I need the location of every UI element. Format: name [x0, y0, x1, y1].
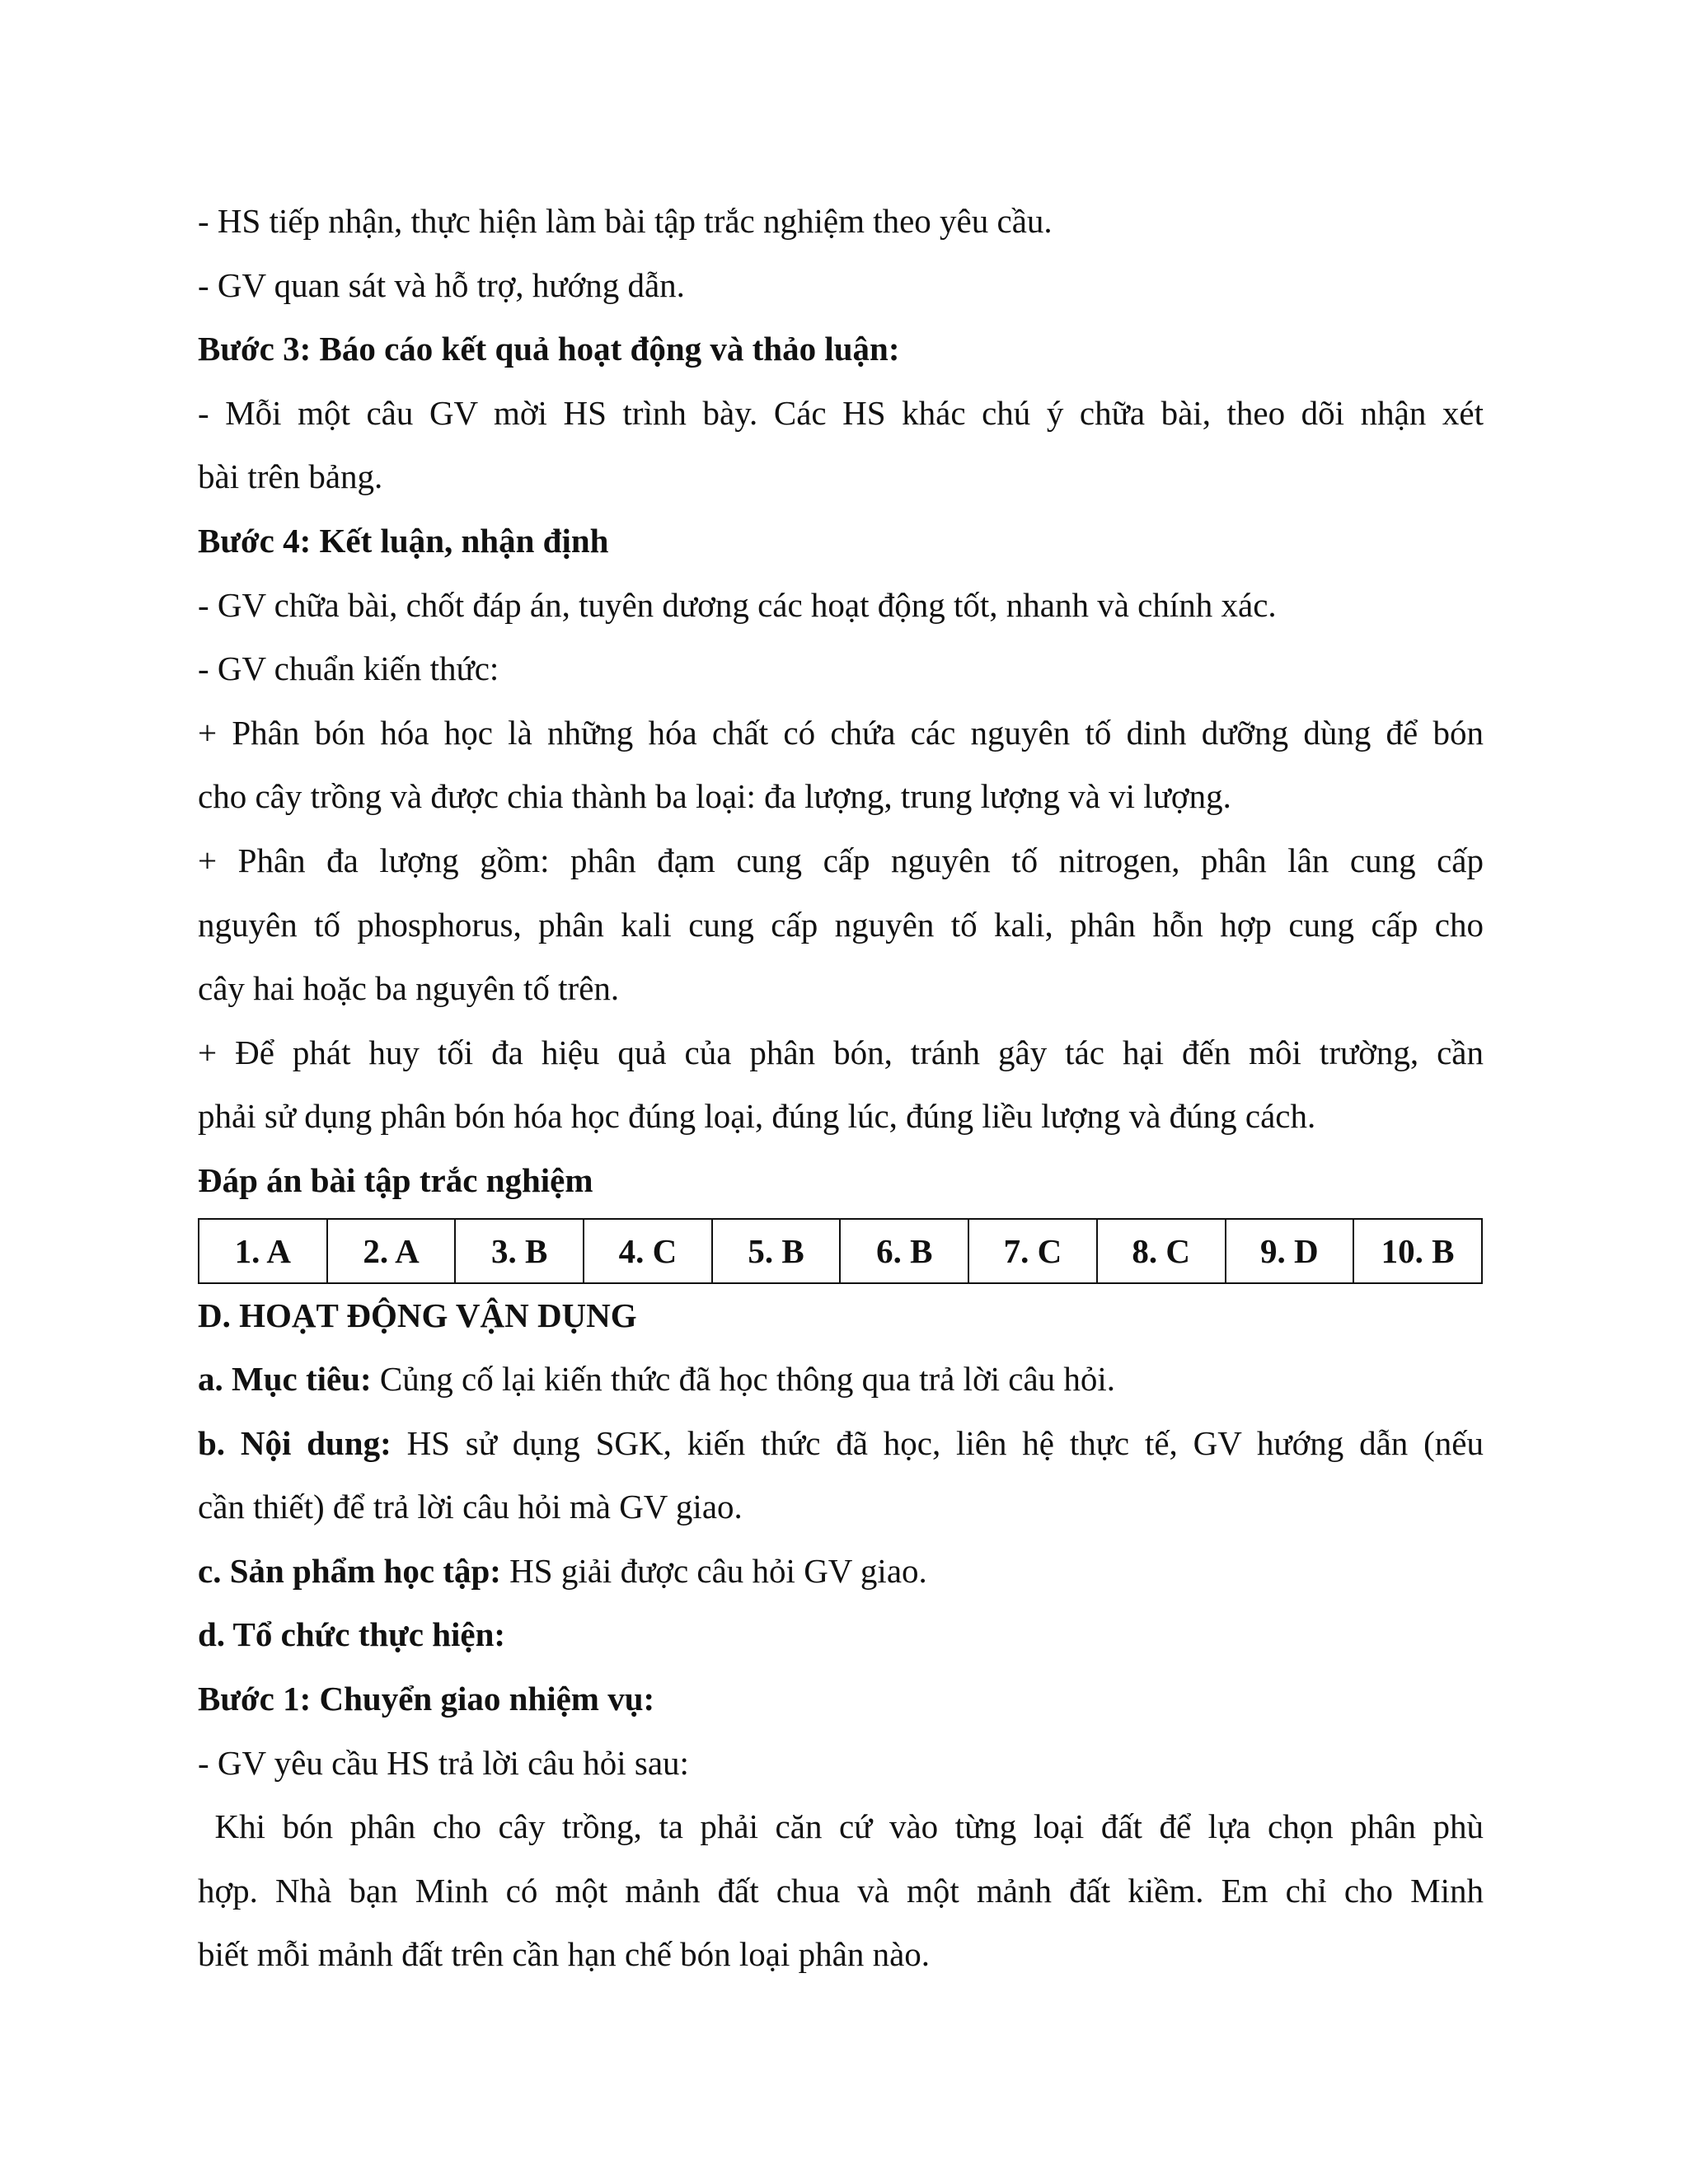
product-label: c. Sản phẩm học tập: [198, 1551, 501, 1590]
answer-cell: 9. D [1226, 1219, 1354, 1283]
organization-heading: d. Tổ chức thực hiện: [198, 1615, 506, 1654]
step-heading: Bước 3: Báo cáo kết quả hoạt động và thảo luận: [198, 330, 900, 368]
content-label: b. Nội dung: [198, 1423, 392, 1462]
document-page [198, 190, 1484, 1987]
text-line: cho cây trồng và được chia thành ba loại: đa lượng, trung lượng và vi lượng. [198, 777, 1231, 816]
question-line: hợp. Nhà bạn Minh có một mảnh đất chua và một mảnh đất kiềm. Em chỉ cho Minh [198, 1871, 1484, 1910]
question-line: Khi bón phân cho cây trồng, ta phải căn cứ vào từng loại đất để lựa chọn phân phù [198, 1807, 1484, 1846]
answer-cell: 3. B [455, 1219, 584, 1283]
step-heading: Bước 4: Kết luận, nhận định [198, 521, 609, 560]
section-d-block [198, 1284, 1484, 1988]
answer-cell: 2. A [327, 1219, 456, 1283]
text-line: cây hai hoặc ba nguyên tố trên. [198, 969, 620, 1008]
answer-key-heading: Đáp án bài tập trắc nghiệm [198, 1160, 593, 1199]
answer-cell: 4. C [584, 1219, 712, 1283]
product-text: HS giải được câu hỏi GV giao. [500, 1551, 927, 1590]
objective-line [198, 1347, 1484, 1412]
text-line: - GV chữa bài, chốt đáp án, tuyên dương các hoạt động tốt, nhanh và chính xác. [198, 585, 1277, 624]
answer-key-table [198, 1218, 1483, 1284]
text-line: - GV yêu cầu HS trả lời câu hỏi sau: [198, 1743, 689, 1782]
text-line: - HS tiếp nhận, thực hiện làm bài tập trắc nghiệm theo yêu cầu. [198, 202, 1053, 240]
product-line [198, 1540, 1484, 1604]
objective-text: Củng cố lại kiến thức đã học thông qua trả lời câu hỏi. [371, 1360, 1116, 1399]
text-line: - Mỗi một câu GV mời HS trình bày. Các HS khác chú ý chữa bài, theo dõi nhận xét [198, 393, 1484, 432]
answer-cell: 10. B [1353, 1219, 1482, 1283]
answer-cell: 8. C [1097, 1219, 1226, 1283]
text-line: bài trên bảng. [198, 457, 383, 496]
answer-cell: 7. C [968, 1219, 1097, 1283]
text-line: nguyên tố phosphorus, phân kali cung cấp nguyên tố kali, phân hỗn hợp cung cấp cho [198, 905, 1484, 944]
top-text-block [198, 190, 1484, 1213]
text-line: - GV chuẩn kiến thức: [198, 649, 499, 688]
answer-cell: 1. A [199, 1219, 327, 1283]
text-line: + Để phát huy tối đa hiệu quả của phân bón, tránh gây tác hại đến môi trường, cần [198, 1033, 1484, 1071]
table-row [199, 1219, 1482, 1283]
text-line: - GV quan sát và hỗ trợ, hướng dẫn. [198, 265, 685, 304]
text-line: + Phân bón hóa học là những hóa chất có chứa các nguyên tố dinh dưỡng dùng để bón [198, 713, 1484, 752]
question-line: biết mỗi mảnh đất trên cần hạn chế bón loại phân nào. [198, 1935, 931, 1974]
answer-cell: 6. B [840, 1219, 968, 1283]
objective-label: a. Mục tiêu: [198, 1360, 372, 1399]
content-text: HS sử dụng SGK, kiến thức đã học, liên hệ thực tế, GV hướng dẫn (nếu [391, 1423, 1484, 1462]
content-line [198, 1412, 1484, 1476]
answer-cell: 5. B [712, 1219, 841, 1283]
section-heading: D. HOẠT ĐỘNG VẬN DỤNG [198, 1296, 637, 1334]
text-line: + Phân đa lượng gồm: phân đạm cung cấp nguyên tố nitrogen, phân lân cung cấp [198, 841, 1484, 879]
text-line: phải sử dụng phân bón hóa học đúng loại, đúng lúc, đúng liều lượng và đúng cách. [198, 1097, 1316, 1136]
content-line-2: cần thiết) để trả lời câu hỏi mà GV giao. [198, 1488, 743, 1526]
step-heading: Bước 1: Chuyển giao nhiệm vụ: [198, 1680, 655, 1718]
